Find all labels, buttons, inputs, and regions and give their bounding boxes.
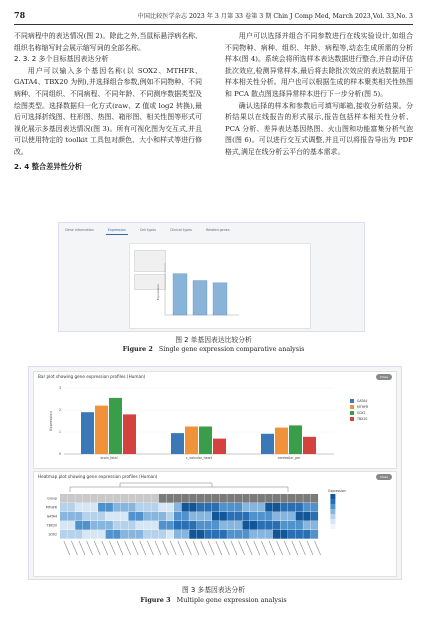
heatmap-cell xyxy=(227,503,234,512)
heatmap-col-label xyxy=(231,541,237,555)
heatmap-cell xyxy=(75,494,82,503)
bar xyxy=(289,425,302,454)
heatmap-cell xyxy=(212,512,219,521)
fig2-tab[interactable]: Gene information xyxy=(65,228,94,232)
heatmap-cell xyxy=(174,530,181,539)
bar xyxy=(261,434,274,454)
heatmap-row-label: SOX2 xyxy=(48,532,57,537)
heatmap-cell xyxy=(128,503,135,512)
heatmap-col-label xyxy=(261,541,267,555)
heatmap-cell xyxy=(204,521,211,530)
figure-2-caption-text: Single gene expression comparative analysis xyxy=(158,345,305,353)
heatmap-cell xyxy=(197,494,204,503)
figure-3-screenshot xyxy=(28,366,402,580)
heatmap-cell xyxy=(113,494,120,503)
heatmap-col-label xyxy=(117,541,123,555)
bar xyxy=(185,427,198,455)
heatmap-cell xyxy=(303,512,310,521)
heatmap-cell xyxy=(106,512,113,521)
heatmap-legend-swatch xyxy=(330,509,335,514)
heatmap-col-label xyxy=(254,541,260,555)
heatmap-col-label xyxy=(64,541,70,555)
heatmap-col-label xyxy=(87,541,93,555)
heatmap-row-label: GATA4 xyxy=(46,514,57,519)
heatmap-cell xyxy=(311,512,318,521)
heatmap-cell xyxy=(204,503,211,512)
heatmap-cell xyxy=(227,512,234,521)
heatmap-cell xyxy=(235,521,242,530)
heatmap-col-label xyxy=(102,541,108,555)
y-axis-label: Expression xyxy=(49,411,53,431)
heatmap-cell xyxy=(68,512,75,521)
bar xyxy=(213,439,226,454)
heatmap-cell xyxy=(258,521,265,530)
heatmap-cell xyxy=(273,512,280,521)
heatmap-cell xyxy=(273,530,280,539)
heatmap-cell xyxy=(250,503,257,512)
y-tick-label: 2 xyxy=(58,408,61,413)
legend-swatch xyxy=(350,405,354,409)
heatmap-legend-title: Expression xyxy=(328,489,346,493)
heatmap-col-label xyxy=(239,541,245,555)
bar-plot-svg xyxy=(34,372,396,468)
heatmap-cell xyxy=(182,530,189,539)
heatmap-cell xyxy=(288,530,295,539)
heatmap-cell xyxy=(128,521,135,530)
heatmap-cell xyxy=(68,521,75,530)
heatmap-title: Heatmap plot showing gene expression profiles (Human) xyxy=(38,474,158,479)
heatmap-cell xyxy=(174,503,181,512)
fig2-bar-chart xyxy=(59,223,364,331)
heatmap-cell xyxy=(220,494,227,503)
bar xyxy=(171,433,184,454)
heatmap-col-label xyxy=(79,541,85,555)
heatmap-cell xyxy=(311,494,318,503)
heatmap-cell xyxy=(144,503,151,512)
y-tick-label: 0 xyxy=(58,452,61,457)
heatmap-col-label xyxy=(208,541,214,555)
heatmap-cell xyxy=(311,521,318,530)
heatmap-cell xyxy=(90,512,97,521)
heatmap-col-label xyxy=(185,541,191,555)
heatmap-cell xyxy=(189,512,196,521)
heatmap-cell xyxy=(83,530,90,539)
heatmap-cell xyxy=(121,521,128,530)
x-tick-label: c_valvular_heart xyxy=(185,456,213,460)
heatmap-cell xyxy=(90,494,97,503)
heatmap-cell xyxy=(121,494,128,503)
heatmap-cell xyxy=(296,521,303,530)
heatmap-cell xyxy=(182,521,189,530)
fig2-y-label: Expression xyxy=(156,283,160,301)
legend-label: TBX20 xyxy=(357,417,368,421)
heatmap-cell xyxy=(311,503,318,512)
heatmap-col-label xyxy=(292,541,298,555)
heatmap-cell xyxy=(136,503,143,512)
heatmap-cell xyxy=(311,530,318,539)
heatmap-cell xyxy=(166,503,173,512)
heatmap-cell xyxy=(265,521,272,530)
heatmap-cell xyxy=(174,512,181,521)
legend-swatch xyxy=(350,417,354,421)
heatmap-cell xyxy=(242,512,249,521)
heatmap-cell xyxy=(273,521,280,530)
heatmap-cell xyxy=(189,503,196,512)
heatmap-cell xyxy=(212,530,219,539)
x-tick-label: cerebellar_per xyxy=(277,456,301,460)
heatmap-legend-swatch xyxy=(330,499,335,504)
heatmap-cell xyxy=(242,530,249,539)
heatmap-close-button[interactable]: Close xyxy=(376,474,392,480)
heatmap-cell xyxy=(106,503,113,512)
fig2-tab-active[interactable]: Expression xyxy=(106,227,128,235)
heatmap-cell xyxy=(273,503,280,512)
heatmap-cell xyxy=(113,512,120,521)
heatmap-cell xyxy=(197,530,204,539)
heatmap-cell xyxy=(106,521,113,530)
fig2-bar xyxy=(193,281,207,316)
heatmap-cell xyxy=(144,494,151,503)
heatmap-cell xyxy=(60,521,67,530)
heatmap-col-label xyxy=(315,541,321,555)
heatmap-cell xyxy=(144,530,151,539)
heatmap-cell xyxy=(288,494,295,503)
heatmap-cell xyxy=(242,521,249,530)
figure-3-caption-en xyxy=(0,596,427,604)
heatmap-cell xyxy=(174,521,181,530)
heatmap-cell xyxy=(250,512,257,521)
legend-label: SOX2 xyxy=(357,411,366,415)
heatmap-cell xyxy=(113,530,120,539)
heatmap-cell xyxy=(83,512,90,521)
heatmap-cell xyxy=(128,530,135,539)
heatmap-cell xyxy=(288,512,295,521)
heatmap-cell xyxy=(136,521,143,530)
heatmap-col-label xyxy=(155,541,161,555)
bar xyxy=(199,427,212,455)
heatmap-cell xyxy=(204,512,211,521)
heatmap-cell xyxy=(235,530,242,539)
heatmap-cell xyxy=(159,530,166,539)
heatmap-cell xyxy=(68,530,75,539)
heatmap-cell xyxy=(98,494,105,503)
heatmap-cell xyxy=(227,494,234,503)
heatmap-col-label xyxy=(125,541,131,555)
bar xyxy=(81,412,94,454)
heatmap-legend-swatch xyxy=(330,514,335,519)
heatmap-cell xyxy=(106,530,113,539)
heatmap-cell xyxy=(258,512,265,521)
heatmap-cell xyxy=(235,503,242,512)
heatmap-cell xyxy=(90,530,97,539)
heatmap-cell xyxy=(258,530,265,539)
heatmap-cell xyxy=(182,494,189,503)
figure-2-caption-en xyxy=(0,345,427,353)
heatmap-cell xyxy=(75,503,82,512)
heatmap-cell xyxy=(296,512,303,521)
figure-2-label: Figure 2 xyxy=(122,345,153,353)
heatmap-cell xyxy=(166,494,173,503)
heatmap-cell xyxy=(174,494,181,503)
heatmap-col-label xyxy=(269,541,275,555)
heatmap-cell xyxy=(98,512,105,521)
heatmap-cell xyxy=(189,494,196,503)
bar xyxy=(95,406,108,454)
heatmap-cell xyxy=(151,530,158,539)
heatmap-cell xyxy=(151,521,158,530)
heatmap-cell xyxy=(258,503,265,512)
heatmap-cell xyxy=(90,503,97,512)
legend-swatch xyxy=(350,399,354,403)
heatmap-cell xyxy=(280,494,287,503)
heatmap-cell xyxy=(258,494,265,503)
heatmap-cell xyxy=(166,512,173,521)
heatmap-cell xyxy=(235,494,242,503)
heatmap-cell xyxy=(250,521,257,530)
heatmap-cell xyxy=(60,512,67,521)
figure-3-label: Figure 3 xyxy=(140,596,171,604)
heatmap-cell xyxy=(212,521,219,530)
bar xyxy=(123,414,136,454)
legend-label: GATA4 xyxy=(357,399,368,403)
heatmap-cell xyxy=(60,503,67,512)
heatmap-cell xyxy=(265,494,272,503)
heatmap-col-label xyxy=(71,541,77,555)
heatmap-cell xyxy=(159,521,166,530)
heatmap-cell xyxy=(296,503,303,512)
heatmap-cell xyxy=(83,521,90,530)
running-header xyxy=(14,10,413,22)
heatmap-cell xyxy=(83,494,90,503)
heatmap-col-label xyxy=(147,541,153,555)
heatmap-cell xyxy=(265,512,272,521)
heatmap-cell xyxy=(220,503,227,512)
heatmap-legend-swatch xyxy=(330,494,335,499)
figure-3-caption-cn: 图 3 多基因表达分析 xyxy=(181,586,246,594)
heatmap-cell xyxy=(75,512,82,521)
heatmap-cell xyxy=(121,512,128,521)
figure-3-caption-text: Multiple gene expression analysis xyxy=(176,596,287,604)
heatmap-col-label xyxy=(109,541,115,555)
heatmap-cell xyxy=(98,521,105,530)
x-tick-label: brain_fetal xyxy=(100,456,118,460)
heatmap-col-label xyxy=(132,541,138,555)
heatmap-cell xyxy=(242,494,249,503)
heatmap-col-label xyxy=(299,541,305,555)
heatmap-cell xyxy=(242,503,249,512)
figure-2-caption-cn: 图 2 单基因表达比较分析 xyxy=(175,336,252,344)
heatmap-cell xyxy=(151,503,158,512)
heatmap-cell xyxy=(189,521,196,530)
paragraph: 确认选择的样本和参数后可填写邮箱,接收分析结果。分析结果以在线报告的形式展示,报告包括样本相关性分析、PCA 分析、差异表达基因热图、火山图和功能富集分析气泡图(图 6)。可以进行交互式调整,并且可以将报告导出为 PDF 格式,满足在线分析云平台的基本需求。 xyxy=(225,101,413,156)
fig2-bar xyxy=(213,283,227,315)
heatmap-cell xyxy=(212,494,219,503)
heatmap-cell xyxy=(280,503,287,512)
heatmap-col-label xyxy=(223,541,229,555)
fig2-tab[interactable]: Related genes xyxy=(206,228,230,232)
heatmap-col-label xyxy=(284,541,290,555)
heatmap-cell xyxy=(227,521,234,530)
heatmap-cell xyxy=(151,512,158,521)
heatmap-cell xyxy=(273,494,280,503)
heatmap-cell xyxy=(235,512,242,521)
heatmap-cell xyxy=(98,530,105,539)
heatmap-cell xyxy=(296,530,303,539)
heatmap-cell xyxy=(128,494,135,503)
heatmap-cell xyxy=(68,503,75,512)
legend-swatch xyxy=(350,411,354,415)
heatmap-cell xyxy=(68,494,75,503)
heatmap-row-label: MTHFR xyxy=(45,505,57,510)
y-tick-label: 1 xyxy=(58,430,61,435)
heatmap-cell xyxy=(83,503,90,512)
heatmap-col-label xyxy=(193,541,199,555)
heatmap-cell xyxy=(144,521,151,530)
header-rule xyxy=(14,24,413,25)
heatmap-cell xyxy=(121,530,128,539)
heatmap-col-label xyxy=(140,541,146,555)
heatmap-cell xyxy=(303,494,310,503)
heatmap-cell xyxy=(250,530,257,539)
heatmap-col-label xyxy=(246,541,252,555)
heatmap-col-label xyxy=(94,541,100,555)
heatmap-row-label: Group xyxy=(47,496,57,501)
heatmap-cell xyxy=(303,521,310,530)
fig2-tab[interactable]: Clinical types xyxy=(169,228,193,232)
heatmap-cell xyxy=(90,521,97,530)
heatmap-col-label xyxy=(201,541,207,555)
heatmap-cell xyxy=(227,530,234,539)
paragraph: 用户可以选择并组合不同参数进行在线实验设计,如组合不同物种、病种、组织、年龄、病程等,动态生成所需的分析样本(图 4)。系统会将所选样本表达数据进行整合,并自动评估批次效应,检测异常样本,最后将去除批次效应的表达数据用于样本相关性分析。用户也可以根据生成的样本聚类相关性热图和 PCA 散点图选择异常样本进行下一步分析(图 5)。 xyxy=(225,32,413,98)
y-tick-label: 3 xyxy=(58,386,61,391)
heatmap-cell xyxy=(113,521,120,530)
bar xyxy=(275,428,288,454)
heatmap-cell xyxy=(280,521,287,530)
figure-2-screenshot xyxy=(58,222,365,332)
heatmap-cell xyxy=(121,503,128,512)
section-heading-2-3-2: 2. 3. 2 多个目标基因表达分析 xyxy=(14,55,109,64)
heatmap-cell xyxy=(250,494,257,503)
heatmap-cell xyxy=(159,512,166,521)
heatmap-cell xyxy=(303,503,310,512)
bar-plot-panel xyxy=(33,371,397,469)
heatmap-cell xyxy=(182,512,189,521)
heatmap-cell xyxy=(166,530,173,539)
fig2-bar xyxy=(173,274,187,315)
heatmap-panel xyxy=(33,471,397,577)
heatmap-cell xyxy=(136,494,143,503)
heatmap-cell xyxy=(166,521,173,530)
heatmap-cell xyxy=(296,494,303,503)
bar-plot-close-button[interactable]: Close xyxy=(376,374,392,380)
heatmap-cell xyxy=(128,512,135,521)
heatmap-cell xyxy=(265,503,272,512)
heatmap-row-label: TBX20 xyxy=(46,523,57,528)
dendrogram xyxy=(70,483,288,492)
heatmap-cell xyxy=(113,503,120,512)
heatmap-legend-swatch xyxy=(330,519,335,524)
heatmap-cell xyxy=(136,512,143,521)
heatmap-cell xyxy=(75,521,82,530)
heatmap-cell xyxy=(106,494,113,503)
heatmap-cell xyxy=(60,494,67,503)
heatmap-cell xyxy=(265,530,272,539)
heatmap-cell xyxy=(144,512,151,521)
heatmap-cell xyxy=(189,530,196,539)
bar xyxy=(109,398,122,454)
heatmap-cell xyxy=(159,494,166,503)
paragraph: 用户可以输入多个基因名称(以 SOX2、MTHFR、GATA4、TBX20 为例),并选择组合参数,例如不同物种、不同病种、不同组织、不同病程、不同年龄、不同测序数据类型及绘图类型。选择数据归一化方式(raw、Z 值或 log2 转换),最后可选择折线图、柱形图、热图、箱形图、相关性图等形式可视化展示多基因表达情况(图 3)。所有可视化图为交互式,并且可以使用特定的 toolkit 工具包对颜色、大小和样式等进行修改。 xyxy=(14,66,202,156)
heatmap-cell xyxy=(60,530,67,539)
page-number: 78 xyxy=(14,10,26,20)
heatmap-cell xyxy=(136,530,143,539)
heatmap-col-label xyxy=(216,541,222,555)
heatmap-cell xyxy=(288,521,295,530)
heatmap-cell xyxy=(182,503,189,512)
heatmap-cell xyxy=(220,512,227,521)
heatmap-cell xyxy=(197,521,204,530)
heatmap-svg xyxy=(34,472,396,576)
heatmap-cell xyxy=(197,512,204,521)
heatmap-cell xyxy=(212,503,219,512)
heatmap-cell xyxy=(220,530,227,539)
paragraph: 不同病程中的表达情况(图 2)。除此之外,当鼠标悬浮病名称、组织名称缩写时会展示缩写词的全部名称。 xyxy=(14,32,202,52)
heatmap-cell xyxy=(151,494,158,503)
heatmap-cell xyxy=(204,530,211,539)
heatmap-col-label xyxy=(163,541,169,555)
heatmap-legend-swatch xyxy=(330,524,335,529)
heatmap-col-label xyxy=(178,541,184,555)
bar-plot-title: Bar plot showing gene expression profiles (Human) xyxy=(38,374,146,379)
bar xyxy=(303,437,316,454)
heatmap-col-label xyxy=(277,541,283,555)
heatmap-cell xyxy=(280,512,287,521)
legend-label: MTHFR xyxy=(357,405,369,409)
heatmap-cell xyxy=(197,503,204,512)
fig2-tab[interactable]: Cell types xyxy=(139,228,156,232)
heatmap-cell xyxy=(159,503,166,512)
heatmap-col-label xyxy=(170,541,176,555)
journal-header: 中国比较医学杂志 2023 年 3 月第 33 卷第 3 期 Chin J Comp Med, March 2023,Vol. 33,No. 3 xyxy=(137,13,413,20)
heatmap-cell xyxy=(303,530,310,539)
section-heading-2-4: 2. 4 整合差异性分析 xyxy=(14,161,83,171)
heatmap-legend-swatch xyxy=(330,504,335,509)
left-column xyxy=(14,31,202,172)
heatmap-cell xyxy=(280,530,287,539)
heatmap-cell xyxy=(288,503,295,512)
heatmap-cell xyxy=(204,494,211,503)
heatmap-cell xyxy=(220,521,227,530)
right-column xyxy=(225,31,413,159)
heatmap-col-label xyxy=(307,541,313,555)
heatmap-cell xyxy=(75,530,82,539)
heatmap-cell xyxy=(98,503,105,512)
